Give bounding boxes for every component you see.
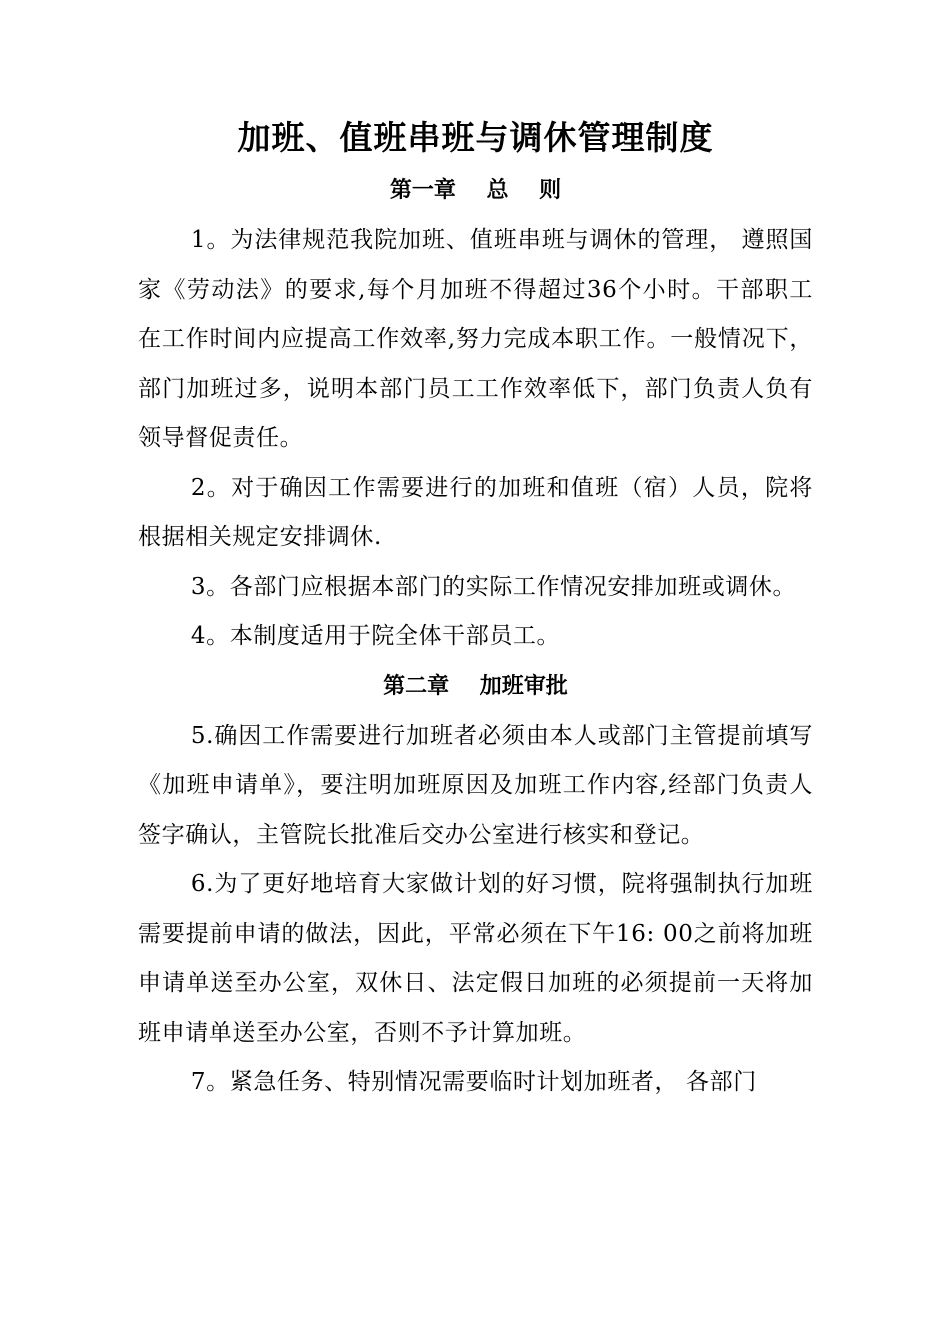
chapter-1-heading: 第一章 总 则 bbox=[389, 178, 562, 203]
chapter-2-heading: 第二章 加班审批 bbox=[383, 673, 568, 699]
paragraph-2: 2。对于确因工作需要进行的加班和值班（宿）人员，院将根据相关规定安排调休. bbox=[138, 474, 813, 550]
paragraph-1: 1。为法律规范我院加班、值班串班与调休的管理， 遵照国家《劳动法》的要求,每个月加班不得超过36个小时。干部职工在工作时间内应提高工作效率,努力完成本职工作。一般情况下，部门加班过多，说明本部门员工工作效率低下，部门负责人负有领导督促责任。 bbox=[138, 227, 813, 451]
document-page bbox=[138, 110, 813, 1108]
paragraph-4: 4。本制度适用于院全体干部员工。 bbox=[190, 623, 561, 649]
document-title: 加班、值班串班与调休管理制度 bbox=[237, 118, 714, 157]
paragraph-7: 7。紧急任务、特别情况需要临时计划加班者， 各部门 bbox=[190, 1069, 757, 1095]
paragraph-3: 3。各部门应根据本部门的实际工作情况安排加班或调休。 bbox=[190, 573, 797, 600]
paragraph-6: 6.为了更好地培育大家做计划的好习惯，院将强制执行加班需要提前申请的做法，因此，平常必须在下午16: 00之前将加班申请单送至办公室，双休日、法定假日加班的必须提前一天将加班申请单送至办公室，否则不予计算加班。 bbox=[138, 871, 813, 1046]
paragraph-5: 5.确因工作需要进行加班者必须由本人或部门主管提前填写《加班申请单》，要注明加班原因及加班工作内容,经部门负责人签字确认，主管院长批准后交办公室进行核实和登记。 bbox=[138, 722, 813, 848]
